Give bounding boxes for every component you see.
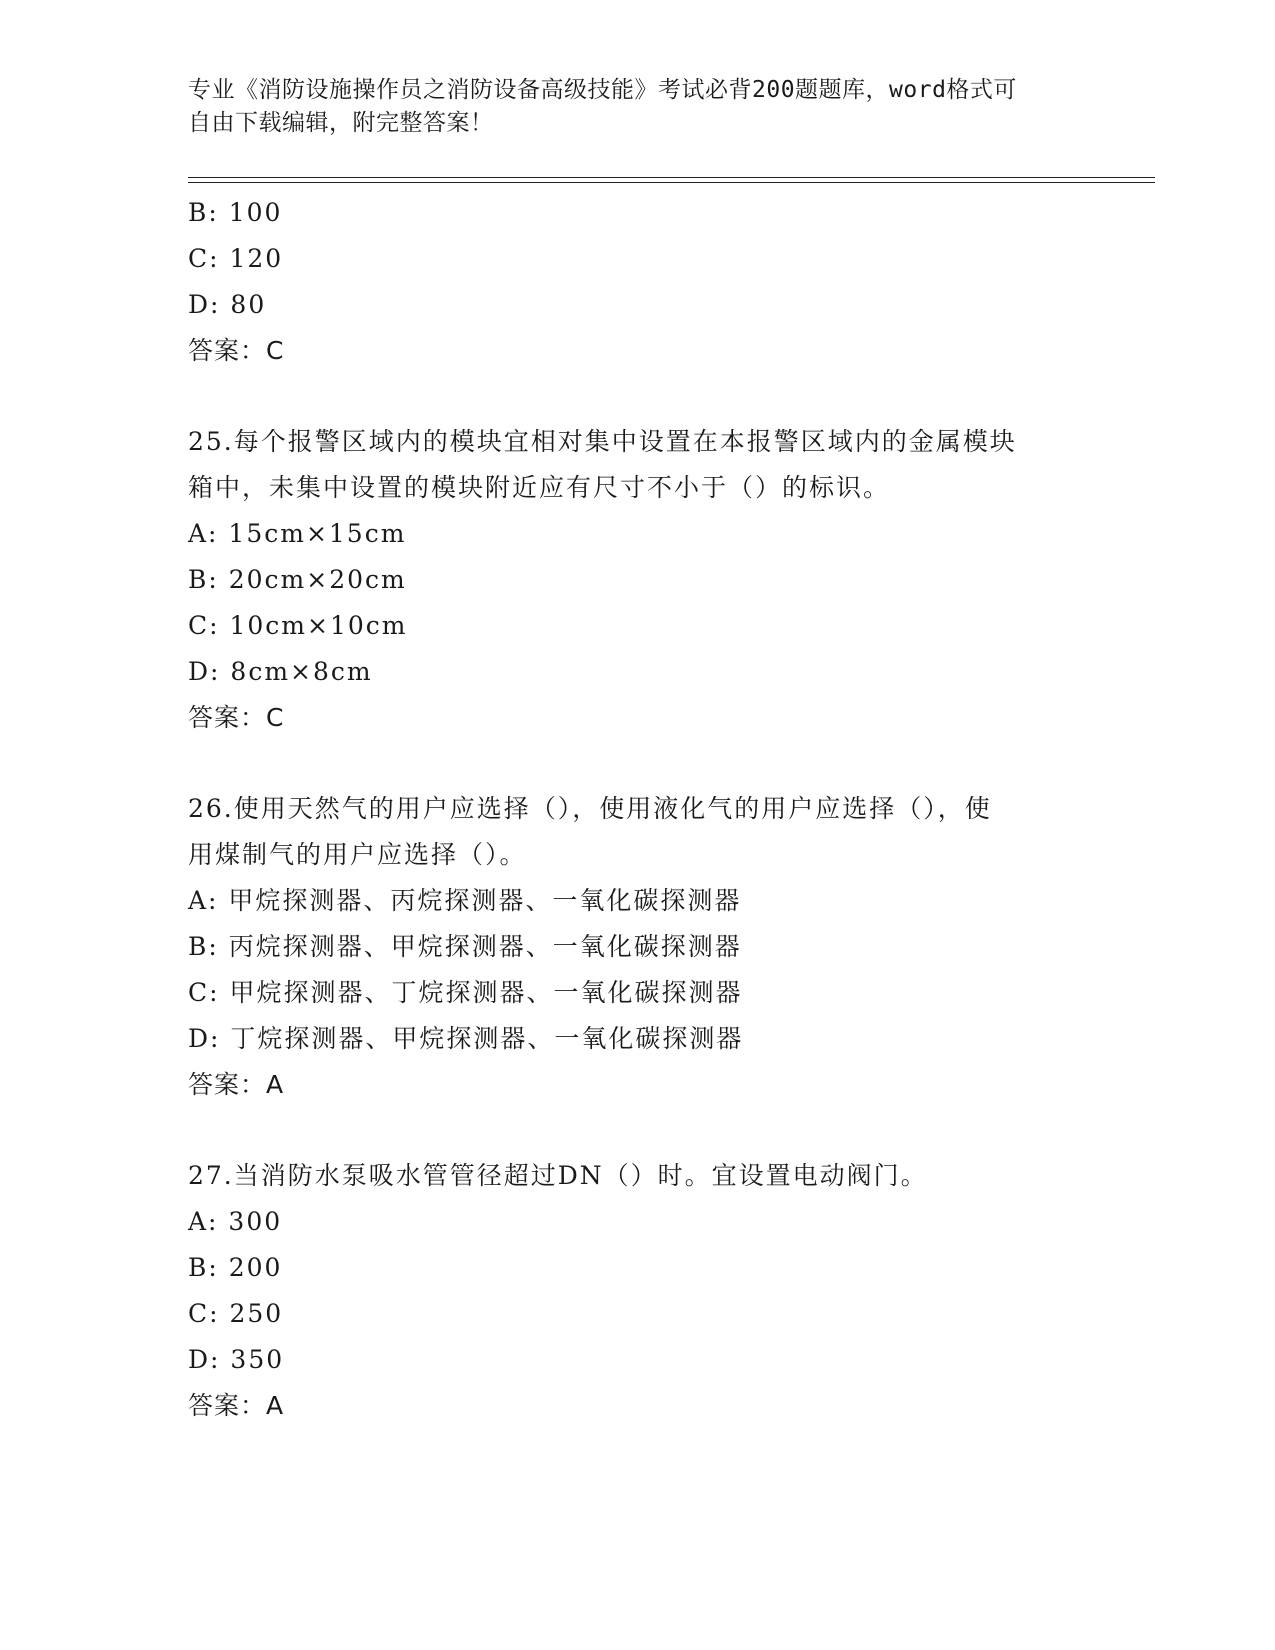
answer-line: 答案：A (188, 1391, 285, 1420)
option-d: D: 丁烷探测器、甲烷探测器、一氧化碳探测器 (188, 1024, 744, 1053)
header-line-2: 自由下载编辑，附完整答案！ (188, 110, 494, 136)
question-stem-line: 26.使用天然气的用户应选择（），使用液化气的用户应选择（），使 (188, 794, 992, 823)
question-stem-line: 27.当消防水泵吸水管管径超过DN（）时。宜设置电动阀门。 (188, 1161, 928, 1190)
question-stem-line: 25.每个报警区域内的模块宜相对集中设置在本报警区域内的金属模块 (188, 427, 1017, 456)
option-b: B: 200 (188, 1253, 283, 1282)
option-b: B: 丙烷探测器、甲烷探测器、一氧化碳探测器 (188, 932, 742, 961)
answer-line: 答案：A (188, 1070, 285, 1099)
question-stem-line: 箱中，未集中设置的模块附近应有尺寸不小于（）的标识。 (188, 473, 891, 502)
header-line-1: 专业《消防设施操作员之消防设备高级技能》考试必背200题题库，word格式可 (188, 77, 1017, 103)
header-divider-bottom (188, 182, 1155, 183)
option-c: C: 120 (188, 244, 284, 273)
document-header (188, 74, 1088, 140)
option-d: D: 8cm×8cm (188, 657, 373, 686)
header-divider-top (188, 177, 1155, 178)
previous-question-block (188, 190, 1088, 374)
document-body (188, 190, 1088, 1429)
option-a: A: 15cm×15cm (188, 519, 407, 548)
question-27 (188, 1153, 1088, 1429)
answer-line: 答案：C (188, 336, 285, 365)
option-d: D: 80 (188, 290, 267, 319)
option-a: A: 300 (188, 1207, 283, 1236)
option-b: B: 20cm×20cm (188, 565, 407, 594)
question-stem-line: 用煤制气的用户应选择（）。 (188, 840, 527, 869)
option-a: A: 甲烷探测器、丙烷探测器、一氧化碳探测器 (188, 886, 742, 915)
question-26 (188, 786, 1088, 1108)
option-c: C: 10cm×10cm (188, 611, 408, 640)
option-d: D: 350 (188, 1345, 285, 1374)
option-b: B: 100 (188, 198, 283, 227)
option-c: C: 甲烷探测器、丁烷探测器、一氧化碳探测器 (188, 978, 743, 1007)
answer-line: 答案：C (188, 703, 285, 732)
option-c: C: 250 (188, 1299, 284, 1328)
question-25 (188, 419, 1088, 741)
